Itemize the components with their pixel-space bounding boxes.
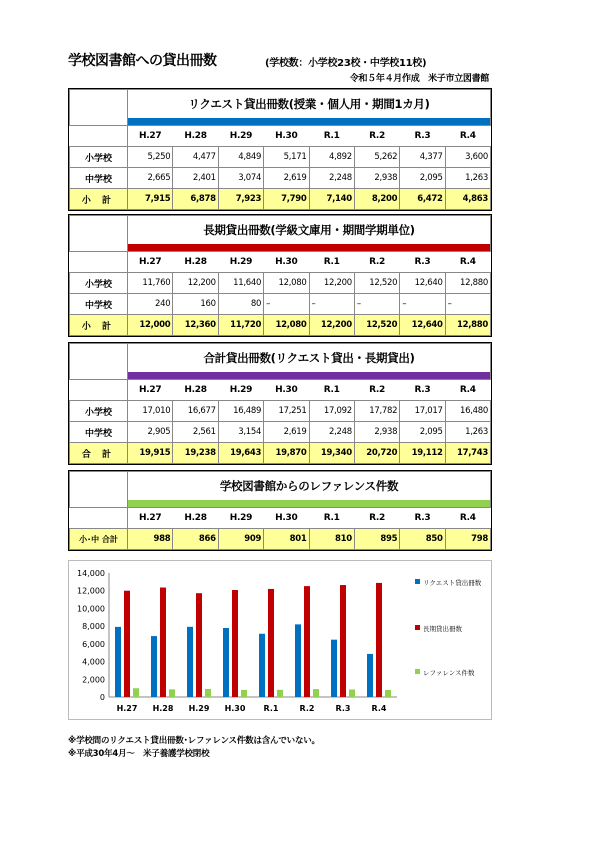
table-cell: –	[445, 294, 490, 315]
year-header: H.29	[218, 126, 263, 147]
table-row	[70, 401, 491, 422]
bar-request	[151, 636, 157, 697]
table-cell: 2,561	[173, 422, 218, 443]
bar-request	[331, 640, 337, 697]
total-cell: 12,360	[173, 315, 218, 336]
table-cell: 2,095	[400, 168, 445, 189]
table-cell: 2,095	[400, 422, 445, 443]
year-header: R.2	[354, 508, 399, 529]
y-tick-label: 14,000	[77, 569, 105, 578]
bar-reference	[205, 689, 211, 697]
note-1: ※学校間のリクエスト貸出冊数･レファレンス件数は含んでいない。	[68, 736, 320, 746]
bar-request	[223, 628, 229, 697]
total-row	[70, 529, 491, 550]
table-row	[70, 273, 491, 294]
total-row	[70, 315, 491, 336]
table-row	[70, 147, 491, 168]
year-header: H.28	[173, 380, 218, 401]
table-cell: 12,520	[354, 273, 399, 294]
total-cell: 12,200	[309, 315, 354, 336]
table-cell: 16,480	[445, 401, 490, 422]
year-header: R.3	[400, 380, 445, 401]
bar-reference	[349, 689, 355, 697]
bar-reference	[385, 690, 391, 697]
table-cell: 5,171	[264, 147, 309, 168]
year-header: R.4	[445, 126, 490, 147]
y-tick-label: 2,000	[82, 675, 105, 685]
total-cell: 6,878	[173, 189, 218, 210]
year-header: H.27	[128, 126, 173, 147]
table-cell: 4,892	[309, 147, 354, 168]
table-cell: 2,938	[354, 168, 399, 189]
table-cell: 16,489	[218, 401, 263, 422]
long-term-table	[68, 214, 492, 337]
table-cell: 12,080	[264, 273, 309, 294]
x-tick-label: H.28	[152, 704, 174, 713]
total-cell: 12,000	[128, 315, 173, 336]
table-cell: –	[400, 294, 445, 315]
total-cell: 12,520	[354, 315, 399, 336]
bar-long-term	[232, 590, 238, 697]
year-header: R.4	[445, 252, 490, 273]
year-header: H.29	[218, 380, 263, 401]
year-header: R.1	[309, 380, 354, 401]
total-cell: 19,340	[309, 443, 354, 464]
total-row	[70, 189, 491, 210]
year-header: H.30	[264, 252, 309, 273]
bar-request	[259, 634, 265, 697]
table-row	[70, 294, 491, 315]
table-cell: 17,782	[354, 401, 399, 422]
total-cell: 4,863	[445, 189, 490, 210]
table-cell: 5,262	[354, 147, 399, 168]
bar-request	[187, 627, 193, 697]
table-cell: 3,074	[218, 168, 263, 189]
table-cell: 2,905	[128, 422, 173, 443]
table-cell: 1,263	[445, 422, 490, 443]
section-color-bar	[128, 244, 490, 251]
table-cell: 3,154	[218, 422, 263, 443]
table-cell: –	[354, 294, 399, 315]
table-row	[70, 168, 491, 189]
year-header: R.2	[354, 380, 399, 401]
table-cell: 2,401	[173, 168, 218, 189]
row-label: 中学校	[70, 294, 128, 315]
legend-swatch	[415, 669, 420, 674]
year-header: R.1	[309, 126, 354, 147]
table-cell: 17,017	[400, 401, 445, 422]
bar-request	[295, 624, 301, 697]
table-row	[70, 422, 491, 443]
bar-long-term	[304, 586, 310, 697]
section-color-bar	[128, 372, 490, 379]
year-header: R.2	[354, 126, 399, 147]
bar-reference	[169, 689, 175, 697]
total-cell: 7,915	[128, 189, 173, 210]
year-header: H.30	[264, 126, 309, 147]
legend-label: レファレンス件数	[423, 669, 475, 677]
total-cell: 19,915	[128, 443, 173, 464]
bar-long-term	[340, 585, 346, 697]
x-tick-label: R.4	[371, 704, 387, 713]
total-cell: 7,923	[218, 189, 263, 210]
note-2: ※平成30年4月～ 米子養護学校閉校	[68, 749, 210, 759]
x-tick-label: H.29	[188, 704, 210, 713]
total-cell: 19,870	[264, 443, 309, 464]
x-tick-label: H.30	[224, 704, 246, 713]
table-cell: 240	[128, 294, 173, 315]
total-cell: 19,643	[218, 443, 263, 464]
section-title: 合計貸出冊数(リクエスト貸出・長期貸出)	[203, 351, 415, 365]
total-cell: 6,472	[400, 189, 445, 210]
year-header: H.28	[173, 126, 218, 147]
table-cell: 4,477	[173, 147, 218, 168]
chart	[68, 560, 492, 720]
year-header: R.4	[445, 380, 490, 401]
year-header: R.1	[309, 508, 354, 529]
y-tick-label: 8,000	[82, 622, 105, 632]
total-cell: 7,790	[264, 189, 309, 210]
total-label: 小 計	[70, 189, 128, 210]
table-cell: 3,600	[445, 147, 490, 168]
table-cell: 17,251	[264, 401, 309, 422]
year-header: H.27	[128, 252, 173, 273]
year-header: H.30	[264, 380, 309, 401]
total-cell: 798	[445, 529, 490, 550]
bar-chart-svg	[69, 561, 493, 721]
total-cell: 988	[128, 529, 173, 550]
total-cell: 810	[309, 529, 354, 550]
total-cell: 12,080	[264, 315, 309, 336]
table-cell: 2,619	[264, 168, 309, 189]
y-tick-label: 4,000	[82, 657, 105, 667]
section-title: リクエスト貸出冊数(授業・個人用・期間1カ月)	[188, 97, 430, 111]
total-cell: 801	[264, 529, 309, 550]
total-label: 小 計	[70, 315, 128, 336]
bar-reference	[313, 689, 319, 697]
year-header: R.3	[400, 252, 445, 273]
table-cell: 4,377	[400, 147, 445, 168]
x-tick-label: R.3	[335, 704, 351, 713]
table-cell: 2,665	[128, 168, 173, 189]
table-cell: 2,619	[264, 422, 309, 443]
legend-label: 長期貸出冊数	[423, 625, 462, 633]
x-tick-label: R.1	[263, 704, 279, 713]
table-cell: 12,640	[400, 273, 445, 294]
total-cell: 19,238	[173, 443, 218, 464]
bar-request	[115, 627, 121, 697]
section-color-bar	[128, 118, 490, 125]
year-header: H.30	[264, 508, 309, 529]
bar-request	[367, 654, 373, 697]
row-label: 小学校	[70, 401, 128, 422]
bar-reference	[133, 688, 139, 697]
table-cell: 2,938	[354, 422, 399, 443]
bar-long-term	[268, 589, 274, 697]
table-cell: 17,010	[128, 401, 173, 422]
total-cell: 895	[354, 529, 399, 550]
year-header: H.29	[218, 508, 263, 529]
year-header: R.2	[354, 252, 399, 273]
request-table	[68, 88, 492, 211]
year-header: H.28	[173, 508, 218, 529]
total-cell: 11,720	[218, 315, 263, 336]
page-subtitle: (学校数：小学校23校・中学校11校)	[265, 58, 427, 69]
total-cell: 12,640	[400, 315, 445, 336]
y-tick-label: 10,000	[77, 604, 105, 614]
table-cell: 12,880	[445, 273, 490, 294]
total-cell: 7,140	[309, 189, 354, 210]
year-header: H.28	[173, 252, 218, 273]
row-label: 小学校	[70, 273, 128, 294]
table-cell: 17,092	[309, 401, 354, 422]
table-cell: 2,248	[309, 422, 354, 443]
table-cell: –	[309, 294, 354, 315]
bar-long-term	[124, 591, 130, 697]
year-header: R.1	[309, 252, 354, 273]
year-header: R.3	[400, 508, 445, 529]
table-cell: 11,640	[218, 273, 263, 294]
section-color-bar	[128, 500, 490, 507]
year-header: R.3	[400, 126, 445, 147]
reference-table	[68, 470, 492, 551]
x-tick-label: R.2	[299, 704, 315, 713]
section-title: 学校図書館からのレファレンス件数	[219, 479, 399, 493]
total-label: 合 計	[70, 443, 128, 464]
combined-table	[68, 342, 492, 465]
total-cell: 850	[400, 529, 445, 550]
bar-reference	[277, 690, 283, 697]
table-cell: 11,760	[128, 273, 173, 294]
row-label: 中学校	[70, 422, 128, 443]
table-cell: 2,248	[309, 168, 354, 189]
year-header: H.27	[128, 508, 173, 529]
page-author: 令和５年４月作成 米子市立図書館	[349, 74, 489, 84]
total-label: 小･中 合計	[70, 529, 128, 550]
bar-long-term	[376, 583, 382, 697]
y-tick-label: 0	[99, 693, 105, 702]
total-cell: 866	[173, 529, 218, 550]
legend-label: リクエスト貸出冊数	[423, 579, 482, 587]
x-tick-label: H.27	[116, 704, 138, 713]
table-cell: 12,200	[173, 273, 218, 294]
y-tick-label: 6,000	[82, 639, 105, 649]
table-cell: 4,849	[218, 147, 263, 168]
year-header: R.4	[445, 508, 490, 529]
table-cell: 1,263	[445, 168, 490, 189]
total-cell: 909	[218, 529, 263, 550]
y-tick-label: 12,000	[77, 586, 105, 596]
total-cell: 8,200	[354, 189, 399, 210]
table-cell: 16,677	[173, 401, 218, 422]
notes	[68, 735, 320, 761]
table-cell: 160	[173, 294, 218, 315]
table-cell: 80	[218, 294, 263, 315]
section-title: 長期貸出冊数(学級文庫用・期間学期単位)	[203, 223, 415, 237]
bar-reference	[241, 690, 247, 697]
legend-swatch	[415, 579, 420, 584]
total-cell: 12,880	[445, 315, 490, 336]
page-title: 学校図書館への貸出冊数	[68, 53, 217, 69]
table-cell: –	[264, 294, 309, 315]
bar-long-term	[160, 588, 166, 697]
year-header: H.27	[128, 380, 173, 401]
total-cell: 17,743	[445, 443, 490, 464]
row-label: 中学校	[70, 168, 128, 189]
row-label: 小学校	[70, 147, 128, 168]
total-row	[70, 443, 491, 464]
table-cell: 5,250	[128, 147, 173, 168]
bar-long-term	[196, 593, 202, 697]
total-cell: 19,112	[400, 443, 445, 464]
year-header: H.29	[218, 252, 263, 273]
total-cell: 20,720	[354, 443, 399, 464]
table-cell: 12,200	[309, 273, 354, 294]
legend-swatch	[415, 625, 420, 630]
